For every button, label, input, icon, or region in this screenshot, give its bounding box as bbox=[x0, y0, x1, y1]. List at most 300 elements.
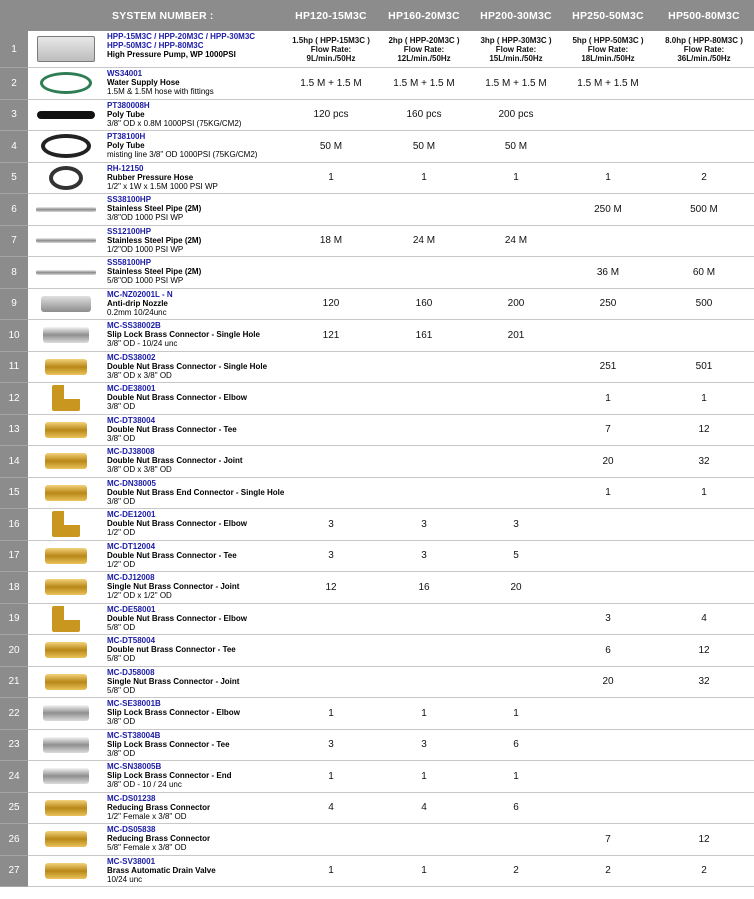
quantity-cell: 6 bbox=[470, 792, 562, 824]
brass-tee-icon bbox=[45, 642, 87, 658]
quantity-cell: 7 bbox=[562, 824, 654, 856]
quantity-cell bbox=[470, 666, 562, 698]
quantity-cell: 18 M bbox=[284, 225, 378, 257]
product-description bbox=[104, 351, 284, 383]
product-spec: 3/8"OD 1000 PSI WP bbox=[107, 213, 184, 222]
quantity-cell: 7 bbox=[562, 414, 654, 446]
row-number: 6 bbox=[0, 194, 28, 226]
quantity-cell: 1 bbox=[284, 698, 378, 730]
quantity-cell bbox=[562, 99, 654, 131]
quantity-cell bbox=[284, 635, 378, 667]
product-code: MC-DT58004 bbox=[107, 636, 156, 645]
product-code: PT38100H bbox=[107, 132, 146, 141]
quantity-cell: 1 bbox=[470, 698, 562, 730]
row-number: 12 bbox=[0, 383, 28, 415]
quantity-cell: 120 pcs bbox=[284, 99, 378, 131]
product-image bbox=[28, 635, 104, 667]
product-image bbox=[28, 68, 104, 100]
brass-tee-icon bbox=[45, 422, 87, 438]
steel-pipe-icon bbox=[36, 270, 96, 275]
table-row bbox=[0, 320, 754, 352]
quantity-cell: 120 bbox=[284, 288, 378, 320]
quantity-cell: 50 M bbox=[284, 131, 378, 163]
product-name: Double Nut Brass Connector - Single Hole bbox=[107, 361, 268, 371]
quantity-cell: 1 bbox=[470, 162, 562, 194]
quantity-cell: 1 bbox=[284, 162, 378, 194]
quantity-cell: 160 pcs bbox=[378, 99, 470, 131]
product-spec: 3/8" OD - 10/24 unc bbox=[107, 339, 178, 348]
quantity-cell bbox=[654, 68, 754, 100]
table-row bbox=[0, 855, 754, 887]
product-name: Stainless Steel Pipe (2M) bbox=[107, 267, 202, 276]
row-number: 13 bbox=[0, 414, 28, 446]
product-spec: 0.2mm 10/24unc bbox=[107, 307, 167, 317]
product-code: MC-DE38001 bbox=[107, 384, 156, 393]
product-image bbox=[28, 855, 104, 887]
quantity-cell: 50 M bbox=[378, 131, 470, 163]
product-code: SS58100HP bbox=[107, 258, 152, 267]
column-header: HP500-80M3C bbox=[654, 0, 754, 31]
quantity-cell: 2 bbox=[470, 855, 562, 887]
product-spec: 1/2" OD x 1/2" OD bbox=[107, 591, 172, 600]
quantity-cell: 1.5 M + 1.5 M bbox=[470, 68, 562, 100]
quantity-cell: 2 bbox=[654, 162, 754, 194]
index-header bbox=[0, 0, 28, 31]
product-name: Water Supply Hose bbox=[107, 78, 180, 87]
product-description bbox=[104, 99, 284, 131]
brass-connector-icon bbox=[43, 327, 89, 343]
quantity-cell: 1 bbox=[378, 162, 470, 194]
product-description bbox=[104, 383, 284, 415]
product-code: MC-DE12001 bbox=[107, 510, 156, 519]
product-name: Double Nut Brass End Connector - Single Hole bbox=[107, 487, 284, 497]
product-code: MC-DJ58008 bbox=[107, 667, 155, 677]
slip-lock-tee-icon bbox=[43, 737, 89, 753]
slip-lock-end-icon bbox=[43, 768, 89, 784]
product-image bbox=[28, 31, 104, 68]
quantity-cell: 6 bbox=[562, 635, 654, 667]
quantity-cell bbox=[378, 194, 470, 226]
product-spec: 1/2" OD bbox=[107, 559, 136, 569]
quantity-cell: 160 bbox=[378, 288, 470, 320]
product-description bbox=[104, 572, 284, 604]
rubber-hose-icon bbox=[49, 166, 83, 190]
table-row bbox=[0, 761, 754, 793]
quantity-cell: 1 bbox=[562, 383, 654, 415]
quantity-cell: 32 bbox=[654, 446, 754, 478]
quantity-cell: 1 bbox=[284, 761, 378, 793]
quantity-cell: 12 bbox=[654, 414, 754, 446]
quantity-cell bbox=[470, 635, 562, 667]
product-spec: 3/8" OD bbox=[107, 717, 136, 726]
table-row bbox=[0, 257, 754, 289]
product-spec: 3/8" OD x 3/8" OD bbox=[107, 370, 172, 380]
table-row bbox=[0, 351, 754, 383]
product-code: MC-SS38002B bbox=[107, 321, 161, 330]
quantity-cell bbox=[284, 477, 378, 509]
quantity-cell: 3 bbox=[378, 540, 470, 572]
product-spec: 5/8" OD bbox=[107, 685, 136, 695]
quantity-cell: 24 M bbox=[470, 225, 562, 257]
product-spec: 10/24 unc bbox=[107, 874, 143, 884]
quantity-cell: 20 bbox=[470, 572, 562, 604]
brass-connector-icon bbox=[45, 359, 87, 375]
row-number: 20 bbox=[0, 635, 28, 667]
table-row bbox=[0, 31, 754, 68]
product-name: Single Nut Brass Connector - Joint bbox=[107, 676, 240, 686]
product-code: MC-SN38005B bbox=[107, 762, 162, 771]
quantity-cell: 1.5 M + 1.5 M bbox=[284, 68, 378, 100]
table-row bbox=[0, 572, 754, 604]
row-number: 22 bbox=[0, 698, 28, 730]
quantity-cell: 3 bbox=[284, 729, 378, 761]
table-row bbox=[0, 540, 754, 572]
product-description bbox=[104, 540, 284, 572]
quantity-cell bbox=[284, 446, 378, 478]
quantity-cell: 3 bbox=[284, 509, 378, 541]
brass-tee-icon bbox=[45, 548, 87, 564]
quantity-cell bbox=[562, 698, 654, 730]
product-image bbox=[28, 509, 104, 541]
quantity-cell bbox=[470, 257, 562, 289]
product-code: MC-DJ38008 bbox=[107, 447, 155, 456]
image-header bbox=[28, 0, 104, 31]
product-description bbox=[104, 792, 284, 824]
product-spec: 3/8" OD x 0.8M 1000PSI (75KG/CM2) bbox=[107, 118, 242, 128]
quantity-cell bbox=[378, 477, 470, 509]
product-description bbox=[104, 194, 284, 226]
quantity-cell bbox=[654, 729, 754, 761]
product-image bbox=[28, 351, 104, 383]
product-name: Double Nut Brass Connector - Joint bbox=[107, 456, 243, 465]
product-description bbox=[104, 288, 284, 320]
product-spec: 1/2"OD 1000 PSI WP bbox=[107, 244, 184, 254]
quantity-cell bbox=[654, 225, 754, 257]
product-name: Anti-drip Nozzle bbox=[107, 298, 168, 308]
poly-tube-coil-icon bbox=[41, 134, 91, 158]
quantity-cell: 201 bbox=[470, 320, 562, 352]
quantity-cell bbox=[654, 698, 754, 730]
product-image bbox=[28, 414, 104, 446]
quantity-cell bbox=[470, 824, 562, 856]
column-header: HP250-50M3C bbox=[562, 0, 654, 31]
product-spec: 3/8" OD bbox=[107, 433, 136, 443]
row-number: 1 bbox=[0, 31, 28, 68]
product-image bbox=[28, 225, 104, 257]
product-image bbox=[28, 729, 104, 761]
table-row bbox=[0, 729, 754, 761]
product-description bbox=[104, 729, 284, 761]
product-description bbox=[104, 666, 284, 698]
quantity-cell: 2 bbox=[562, 855, 654, 887]
quantity-cell: 1 bbox=[470, 761, 562, 793]
quantity-cell: 4 bbox=[654, 603, 754, 635]
quantity-cell: 1.5 M + 1.5 M bbox=[562, 68, 654, 100]
product-code: RH-12150 bbox=[107, 163, 144, 173]
poly-tube-icon bbox=[37, 111, 95, 119]
quantity-cell bbox=[562, 131, 654, 163]
quantity-cell: 1 bbox=[654, 477, 754, 509]
quantity-cell: 1 bbox=[378, 855, 470, 887]
quantity-cell: 24 M bbox=[378, 225, 470, 257]
product-name: Slip Lock Brass Connector - End bbox=[107, 771, 232, 780]
column-header: HP120-15M3C bbox=[284, 0, 378, 31]
quantity-cell bbox=[284, 257, 378, 289]
brass-end-icon bbox=[45, 485, 87, 501]
reducing-connector-icon bbox=[45, 800, 87, 816]
product-code: MC-DS01238 bbox=[107, 793, 156, 803]
quantity-cell bbox=[654, 572, 754, 604]
product-spec: 1.5M & 1.5M hose with fittings bbox=[107, 87, 214, 96]
row-number: 16 bbox=[0, 509, 28, 541]
quantity-cell: 32 bbox=[654, 666, 754, 698]
product-image bbox=[28, 792, 104, 824]
steel-pipe-icon bbox=[36, 238, 96, 243]
nozzle-icon bbox=[41, 296, 91, 312]
quantity-cell bbox=[378, 666, 470, 698]
product-name: Slip Lock Brass Connector - Single Hole bbox=[107, 330, 260, 339]
row-number: 8 bbox=[0, 257, 28, 289]
product-spec: 3/8" OD bbox=[107, 496, 136, 506]
product-name: Double Nut Brass Connector - Elbow bbox=[107, 613, 248, 623]
product-image bbox=[28, 824, 104, 856]
quantity-cell: 5 bbox=[470, 540, 562, 572]
product-name: Brass Automatic Drain Valve bbox=[107, 865, 216, 875]
brass-joint-icon bbox=[45, 579, 87, 595]
product-spec: 1/2" Female x 3/8" OD bbox=[107, 811, 187, 821]
quantity-cell bbox=[562, 572, 654, 604]
quantity-cell bbox=[284, 194, 378, 226]
product-code: PT380008H bbox=[107, 100, 150, 110]
quantity-cell bbox=[470, 383, 562, 415]
product-image bbox=[28, 194, 104, 226]
row-number: 14 bbox=[0, 446, 28, 478]
product-image bbox=[28, 477, 104, 509]
quantity-cell bbox=[654, 509, 754, 541]
table-row bbox=[0, 603, 754, 635]
quantity-cell: 1 bbox=[284, 855, 378, 887]
quantity-cell: 20 bbox=[562, 666, 654, 698]
quantity-cell: 1.5 M + 1.5 M bbox=[378, 68, 470, 100]
quantity-cell bbox=[378, 603, 470, 635]
quantity-cell: 20 bbox=[562, 446, 654, 478]
quantity-cell bbox=[562, 729, 654, 761]
quantity-cell bbox=[654, 792, 754, 824]
quantity-cell: 200 bbox=[470, 288, 562, 320]
quantity-cell: 5hp ( HPP-50M3C ) Flow Rate: 18L/min./50Hz bbox=[562, 31, 654, 68]
product-name: Rubber Pressure Hose bbox=[107, 172, 194, 182]
table-row bbox=[0, 635, 754, 667]
product-image bbox=[28, 572, 104, 604]
product-code-line2: HPP-50M3C / HPP-80M3C bbox=[107, 41, 204, 50]
product-image bbox=[28, 320, 104, 352]
quantity-cell bbox=[378, 414, 470, 446]
product-code: MC-ST38004B bbox=[107, 730, 161, 740]
header-row bbox=[0, 0, 754, 31]
product-image bbox=[28, 603, 104, 635]
product-code: MC-SV38001 bbox=[107, 856, 156, 866]
quantity-cell: 12 bbox=[654, 824, 754, 856]
table-row bbox=[0, 792, 754, 824]
quantity-cell: 121 bbox=[284, 320, 378, 352]
brass-joint-icon bbox=[45, 674, 87, 690]
table-row bbox=[0, 225, 754, 257]
product-description bbox=[104, 162, 284, 194]
quantity-cell: 200 pcs bbox=[470, 99, 562, 131]
product-image bbox=[28, 761, 104, 793]
quantity-cell: 16 bbox=[378, 572, 470, 604]
table-row bbox=[0, 446, 754, 478]
quantity-cell: 4 bbox=[284, 792, 378, 824]
column-header: HP160-20M3C bbox=[378, 0, 470, 31]
product-code: MC-DE58001 bbox=[107, 604, 156, 614]
quantity-cell: 2 bbox=[654, 855, 754, 887]
pump-icon bbox=[37, 36, 95, 62]
row-number: 26 bbox=[0, 824, 28, 856]
product-description bbox=[104, 225, 284, 257]
quantity-cell bbox=[470, 194, 562, 226]
product-image bbox=[28, 383, 104, 415]
quantity-cell: 3hp ( HPP-30M3C ) Flow Rate: 15L/min./50Hz bbox=[470, 31, 562, 68]
product-spec: 1/2" OD bbox=[107, 528, 136, 537]
row-number: 3 bbox=[0, 99, 28, 131]
quantity-cell bbox=[654, 540, 754, 572]
brass-joint-icon bbox=[45, 453, 87, 469]
row-number: 27 bbox=[0, 855, 28, 887]
table-row bbox=[0, 99, 754, 131]
table-row bbox=[0, 824, 754, 856]
row-number: 25 bbox=[0, 792, 28, 824]
slip-lock-elbow-icon bbox=[43, 705, 89, 721]
quantity-cell: 250 bbox=[562, 288, 654, 320]
table-row bbox=[0, 131, 754, 163]
product-description bbox=[104, 414, 284, 446]
quantity-cell bbox=[284, 414, 378, 446]
quantity-cell bbox=[470, 351, 562, 383]
row-number: 17 bbox=[0, 540, 28, 572]
quantity-cell: 12 bbox=[654, 635, 754, 667]
row-number: 11 bbox=[0, 351, 28, 383]
quantity-cell bbox=[562, 761, 654, 793]
product-name: Poly Tube bbox=[107, 109, 145, 119]
quantity-cell: 1 bbox=[378, 761, 470, 793]
product-name: Double Nut Brass Connector - Tee bbox=[107, 424, 237, 434]
row-number: 4 bbox=[0, 131, 28, 163]
quantity-cell: 12 bbox=[284, 572, 378, 604]
quantity-cell: 6 bbox=[470, 729, 562, 761]
product-name: Double nut Brass Connector - Tee bbox=[107, 645, 236, 654]
quantity-cell bbox=[378, 824, 470, 856]
product-code: MC-DJ12008 bbox=[107, 573, 155, 582]
table-row bbox=[0, 509, 754, 541]
row-number: 21 bbox=[0, 666, 28, 698]
product-image bbox=[28, 131, 104, 163]
product-code: SS38100HP bbox=[107, 195, 152, 204]
product-name: High Pressure Pump, WP 1000PSI bbox=[107, 50, 236, 59]
product-name: Single Nut Brass Connector - Joint bbox=[107, 582, 240, 591]
product-code: MC-DN38005 bbox=[107, 478, 156, 488]
product-image bbox=[28, 698, 104, 730]
quantity-cell: 500 M bbox=[654, 194, 754, 226]
quantity-cell: 3 bbox=[284, 540, 378, 572]
quantity-cell: 36 M bbox=[562, 257, 654, 289]
product-image bbox=[28, 666, 104, 698]
product-name: Poly Tube bbox=[107, 141, 145, 150]
product-spec: 3/8" OD bbox=[107, 748, 136, 758]
product-code: MC-DT12004 bbox=[107, 541, 156, 551]
product-code: MC-DS05838 bbox=[107, 825, 156, 834]
product-description bbox=[104, 320, 284, 352]
quantity-cell: 250 M bbox=[562, 194, 654, 226]
quantity-cell: 3 bbox=[378, 729, 470, 761]
quantity-cell bbox=[378, 257, 470, 289]
quantity-cell bbox=[654, 99, 754, 131]
quantity-cell bbox=[654, 320, 754, 352]
product-description bbox=[104, 131, 284, 163]
product-name: Stainless Steel Pipe (2M) bbox=[107, 235, 202, 245]
quantity-cell: 1.5hp ( HPP-15M3C ) Flow Rate: 9L/min./50Hz bbox=[284, 31, 378, 68]
row-number: 7 bbox=[0, 225, 28, 257]
product-description bbox=[104, 855, 284, 887]
brass-elbow-icon bbox=[52, 511, 80, 537]
quantity-cell bbox=[562, 509, 654, 541]
quantity-cell bbox=[378, 446, 470, 478]
reducing-connector-icon bbox=[45, 831, 87, 847]
product-spec: 5/8" OD bbox=[107, 622, 136, 632]
quantity-cell bbox=[284, 824, 378, 856]
product-description bbox=[104, 603, 284, 635]
product-code: SS12100HP bbox=[107, 226, 152, 236]
quantity-cell: 501 bbox=[654, 351, 754, 383]
quantity-cell: 4 bbox=[378, 792, 470, 824]
quantity-cell bbox=[562, 792, 654, 824]
row-number: 24 bbox=[0, 761, 28, 793]
quantity-cell bbox=[654, 761, 754, 793]
product-spec: misting line 3/8" OD 1000PSI (75KG/CM2) bbox=[107, 150, 258, 159]
product-spec: 5/8"OD 1000 PSI WP bbox=[107, 276, 184, 285]
quantity-cell: 1 bbox=[654, 383, 754, 415]
quantity-cell bbox=[378, 351, 470, 383]
product-description bbox=[104, 761, 284, 793]
row-number: 18 bbox=[0, 572, 28, 604]
quantity-cell: 1 bbox=[378, 698, 470, 730]
product-code: HPP-15M3C / HPP-20M3C / HPP-30M3C bbox=[107, 32, 256, 41]
product-code: MC-DS38002 bbox=[107, 352, 156, 362]
product-image bbox=[28, 99, 104, 131]
quantity-cell: 3 bbox=[378, 509, 470, 541]
quantity-cell bbox=[562, 540, 654, 572]
quantity-cell bbox=[470, 477, 562, 509]
product-description bbox=[104, 698, 284, 730]
product-description bbox=[104, 31, 284, 68]
row-number: 9 bbox=[0, 288, 28, 320]
product-spec: 1/2" x 1W x 1.5M 1000 PSI WP bbox=[107, 181, 218, 191]
product-description bbox=[104, 477, 284, 509]
product-description bbox=[104, 257, 284, 289]
row-number: 2 bbox=[0, 68, 28, 100]
quantity-cell: 8.0hp ( HPP-80M3C ) Flow Rate: 36L/min./50Hz bbox=[654, 31, 754, 68]
product-image bbox=[28, 288, 104, 320]
product-image bbox=[28, 446, 104, 478]
product-image bbox=[28, 540, 104, 572]
quantity-cell: 3 bbox=[562, 603, 654, 635]
quantity-cell bbox=[654, 131, 754, 163]
product-description bbox=[104, 68, 284, 100]
row-number: 19 bbox=[0, 603, 28, 635]
table-row bbox=[0, 698, 754, 730]
product-spec: 3/8" OD bbox=[107, 402, 136, 411]
product-name: Reducing Brass Connector bbox=[107, 802, 211, 812]
